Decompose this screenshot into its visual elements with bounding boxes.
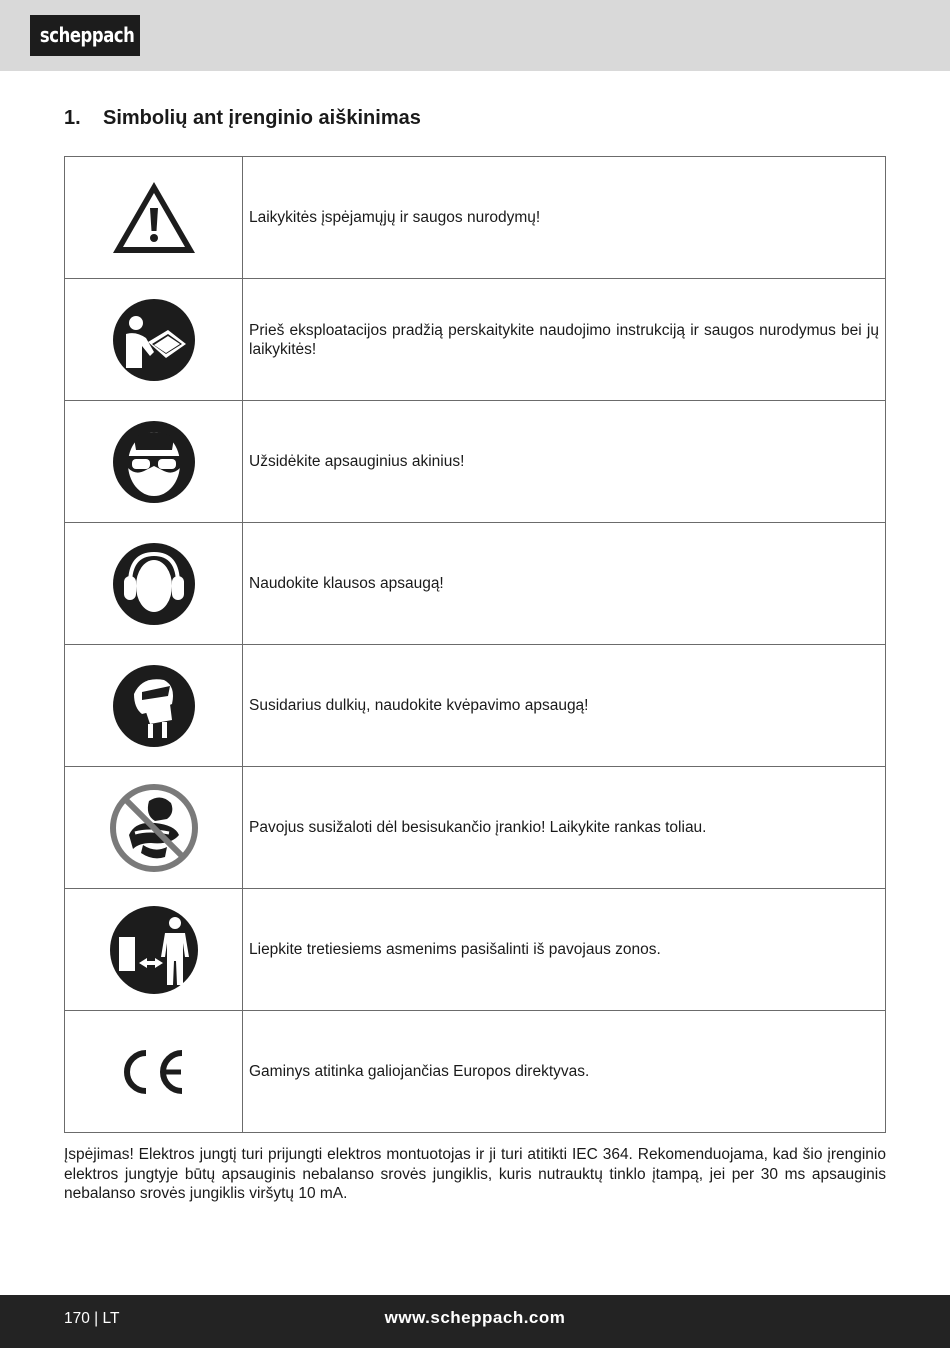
table-row bbox=[65, 645, 886, 767]
ce-mark-icon bbox=[120, 1047, 188, 1097]
respirator-icon bbox=[112, 664, 196, 748]
section-title bbox=[64, 107, 421, 130]
icon-cell bbox=[65, 645, 243, 767]
symbol-description: Prieš eksploatacijos pradžią perskaitykite naudojimo instrukciją ir saugos nurodymus bei jų laikykitės! bbox=[243, 279, 886, 401]
symbol-table bbox=[64, 156, 886, 1133]
header-bar bbox=[0, 0, 950, 71]
icon-cell bbox=[65, 1011, 243, 1133]
table-row bbox=[65, 1011, 886, 1133]
section-number: 1. bbox=[64, 107, 81, 129]
electrical-warning-note: Įspėjimas! Elektros jungtį turi prijungti elektros montuotojas ir ji turi atitikti IEC 364. Rekomenduojama, kad šio įrenginio elektros jungtyje būtų apsauginis nebalanso srovės jungiklis, kuris nutrauktų tinklo įtampą, jei per 30 ms apsauginis nebalanso srovės jungiklis viršytų 10 mA. bbox=[64, 1146, 886, 1202]
symbol-description: Gaminys atitinka galiojančias Europos direktyvas. bbox=[243, 1011, 886, 1133]
table-row bbox=[65, 279, 886, 401]
table-row bbox=[65, 157, 886, 279]
symbol-description: Užsidėkite apsauginius akinius! bbox=[243, 401, 886, 523]
table-row bbox=[65, 889, 886, 1011]
page-number: 170 | LT bbox=[64, 1310, 120, 1327]
icon-cell bbox=[65, 523, 243, 645]
table-row bbox=[65, 523, 886, 645]
icon-cell bbox=[65, 889, 243, 1011]
icon-cell bbox=[65, 767, 243, 889]
warning-triangle-icon bbox=[111, 180, 197, 256]
table-row bbox=[65, 767, 886, 889]
read-manual-icon bbox=[112, 298, 196, 382]
safety-goggles-icon bbox=[112, 420, 196, 504]
table-row bbox=[65, 401, 886, 523]
icon-cell bbox=[65, 401, 243, 523]
icon-cell bbox=[65, 157, 243, 279]
keep-bystanders-away-icon bbox=[109, 905, 199, 995]
symbol-description: Liepkite tretiesiems asmenims pasišalinti iš pavojaus zonos. bbox=[243, 889, 886, 1011]
symbol-description: Naudokite klausos apsaugą! bbox=[243, 523, 886, 645]
ear-protection-icon bbox=[112, 542, 196, 626]
section-title-text: Simbolių ant įrenginio aiškinimas bbox=[103, 107, 421, 129]
website-link[interactable]: www.scheppach.com bbox=[384, 1308, 566, 1327]
symbol-description: Susidarius dulkių, naudokite kvėpavimo apsaugą! bbox=[243, 645, 886, 767]
symbol-description: Laikykitės įspėjamųjų ir saugos nurodymų! bbox=[243, 157, 886, 279]
symbol-description: Pavojus susižaloti dėl besisukančio įrankio! Laikykite rankas toliau. bbox=[243, 767, 886, 889]
brand-logo-text: scheppach bbox=[39, 23, 135, 47]
no-hands-rotating-tool-icon bbox=[109, 783, 199, 873]
brand-logo bbox=[30, 15, 140, 56]
icon-cell bbox=[65, 279, 243, 401]
